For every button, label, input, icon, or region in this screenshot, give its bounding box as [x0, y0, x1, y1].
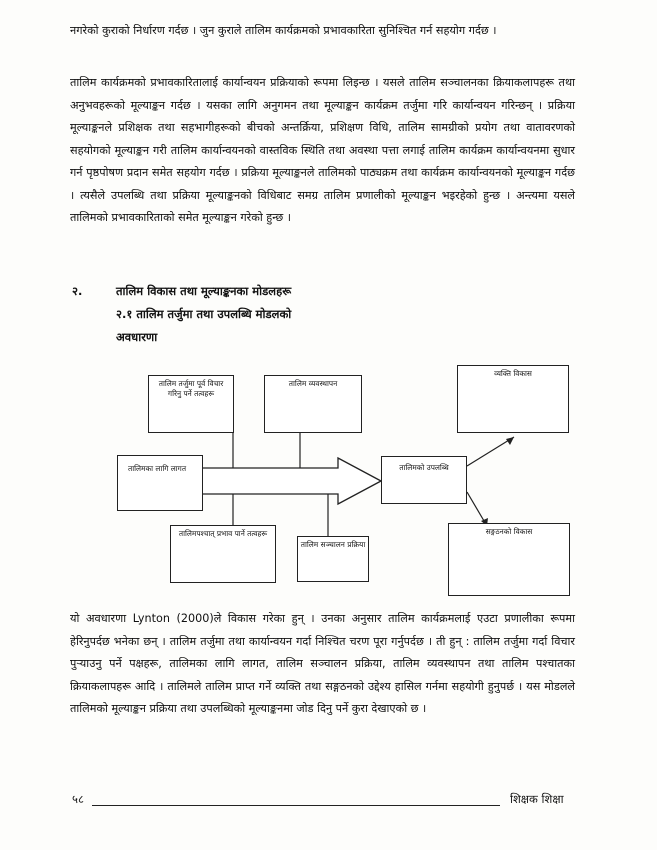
subsection-title-cont: अवधारणा — [116, 330, 158, 344]
arrow-to-individual — [467, 437, 514, 466]
intro-paragraph: नगरेको कुराको निर्धारण गर्दछ । जुन कुराले तालिम कार्यक्रमको प्रभावकारिता सुनिश्चित गर्न सहयोग गर्दछ । — [70, 24, 497, 37]
page-number: ५८ — [72, 792, 84, 806]
section-number: २. — [72, 284, 83, 298]
box-training-cost: तालिमका लागि लागत — [117, 455, 203, 511]
box-training-admin: तालिम व्यवस्थापन — [264, 375, 362, 433]
box-plan-considerations: तालिम तर्जुमा पूर्व विचार गरिनु पर्ने तत्वहरू — [148, 375, 234, 433]
main-flow-arrow — [202, 458, 381, 504]
box-post-training-factors: तालिमपश्चात् प्रभाव पार्ने तत्वहरू — [170, 525, 276, 583]
journal-title: शिक्षक शिक्षा — [510, 792, 564, 806]
footer-rule — [92, 805, 500, 806]
subsection-title: २.१ तालिम तर्जुमा तथा उपलब्धि मोडलको — [116, 307, 292, 321]
box-training-outcome: तालिमको उपलब्धि — [381, 456, 467, 504]
process-evaluation-paragraph: तालिम कार्यक्रमको प्रभावकारितालाई कार्यान्वयन प्रक्रियाको रूपमा लिइन्छ । यसले तालिम सञ्चालनका क्रियाकलापहरू तथा अनुभवहरूको मूल्याङ्कन गर्दछ । यसका लागि अनुगमन तथा मूल्याङ्कन कार्यक्रम तर्जुमा गरि कार्यान्वयन गरिन्छन् । प्रक्रिया मूल्याङ्कनले प्रशिक्षक तथा सहभागीहरूको बीचको अन्तर्क्रिया, प्रशिक्षण विधि, तालिम सामग्रीको प्रयोग तथा वातावरणको सहयोगको मूल्याङ्कन गरी तालिम कार्यान्वयनको वास्तविक स्थिति तथा अवस्था पत्ता लगाई तालिम कार्यक्रम कार्यान्वयनमा सुधार गर्न पृष्ठपोषण प्रदान समेत सहयोग गर्दछ । प्रक्रिया मूल्याङ्कनले तालिमको पाठ्यक्रम तथा कार्यक्रम कार्यान्वयनको मूल्याङ्कन गर्दछ । त्यसैले उपलब्धि तथा प्रक्रिया मूल्याङ्कनको विधिबाट समग्र तालिम प्रणालीको मूल्याङ्कन भइरहेको हुन्छ । अन्त्यमा यसले तालिमको प्रभावकारिताको समेत मूल्याङ्कन गरेको हुन्छ । — [70, 76, 575, 224]
box-training-process: तालिम सञ्चालन प्रक्रिया — [297, 536, 369, 582]
box-organization-development: सङ्गठनको विकास — [448, 523, 570, 596]
lynton-paragraph: यो अवधारणा Lynton (2000)ले विकास गरेका हुन् । उनका अनुसार तालिम कार्यक्रमलाई एउटा प्रणालीका रूपमा हेरिनुपर्दछ भनेका छन् । तालिम तर्जुमा तथा कार्यान्वयन गर्दा निश्चित चरण पूरा गर्नुपर्दछ । ती हुन् : तालिम तर्जुमा गर्दा विचार पुऱ्याउनु पर्ने पक्षहरू, तालिमका लागि लागत, तालिम सञ्चालन प्रक्रिया, तालिम व्यवस्थापन तथा तालिम पश्चातका क्रियाकलापहरू आदि । तालिमले तालिम प्राप्त गर्ने व्यक्ति तथा सङ्गठनको उद्देश्य हासिल गर्नमा सहयोगी हुनुपर्छ । यस मोडलले तालिमको मूल्याङ्कन प्रक्रिया तथा उपलब्धिको मूल्याङ्कनमा जोड दिनु पर्ने कुरा देखाएको छ । — [70, 612, 575, 715]
box-individual-development: व्यक्ति विकास — [457, 365, 569, 433]
section-title: तालिम विकास तथा मूल्याङ्कनका मोडलहरू — [116, 284, 292, 298]
